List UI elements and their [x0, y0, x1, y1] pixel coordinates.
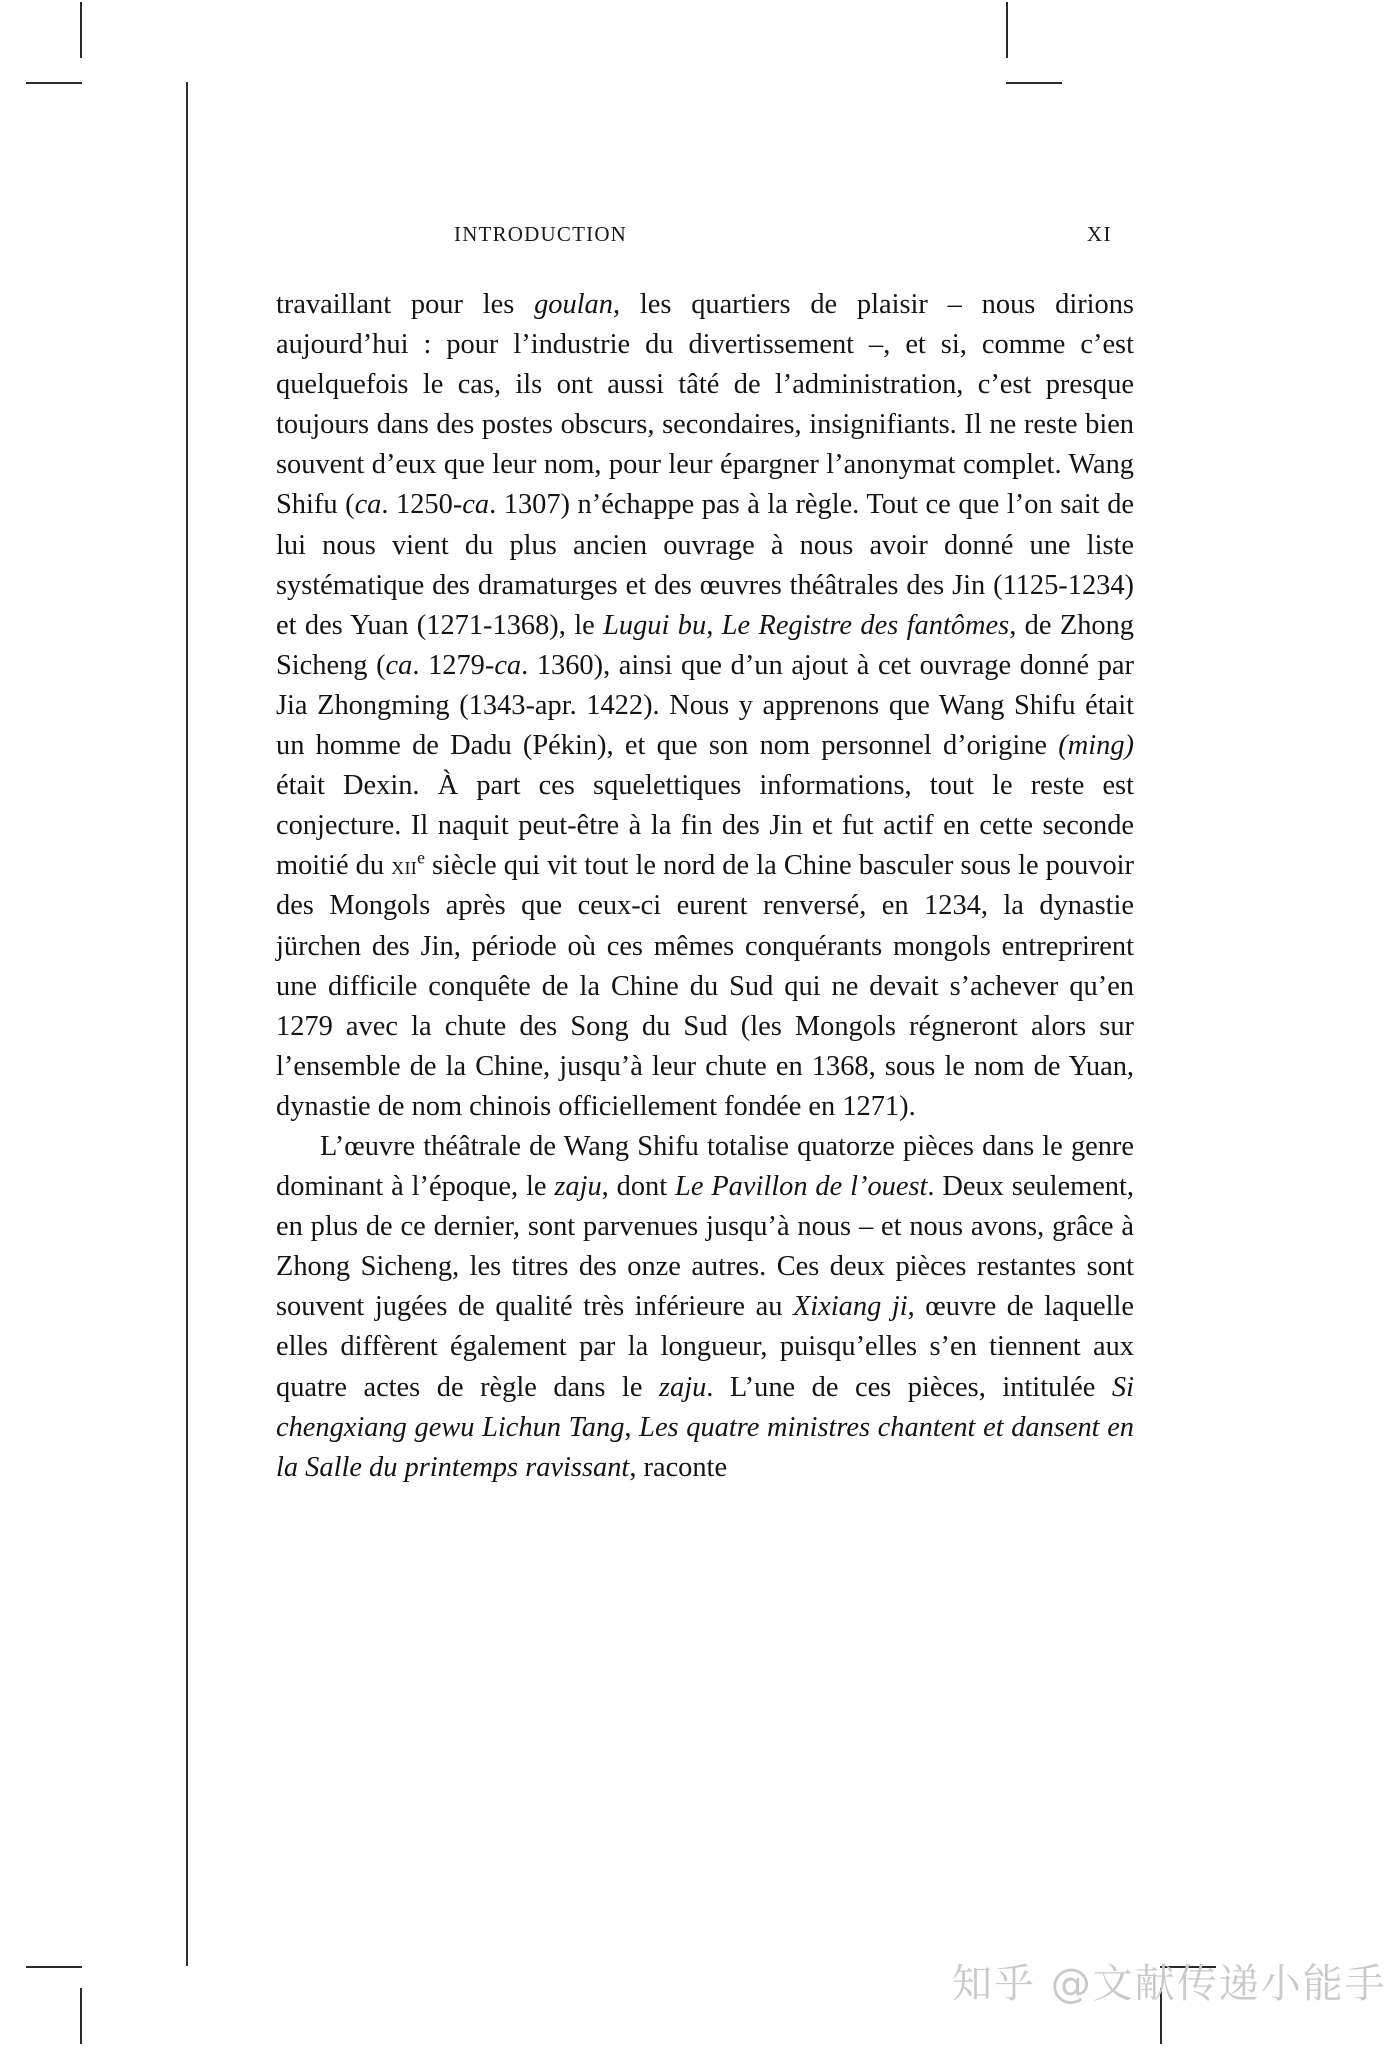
crop-mark-top-left-horizontal	[26, 82, 82, 84]
italic-run: Si chengxiang gewu Lichun Tang	[276, 1371, 1135, 1443]
text-run: ,	[706, 609, 722, 641]
italic-run: zaju	[658, 1371, 707, 1403]
text-run: . 1279-	[412, 649, 495, 681]
text-run: travaillant pour les	[276, 289, 535, 320]
text-run: ,	[624, 1411, 640, 1443]
text-run: . 1250-	[381, 489, 463, 521]
italic-run: ca	[462, 489, 490, 521]
text-run: , de Zhong Sicheng (	[276, 609, 1134, 681]
crop-mark-top-right-vertical	[1006, 2, 1008, 58]
watermark: 知乎 @文献传递小能手	[952, 1961, 1387, 2007]
italic-run: Lugui bu	[603, 609, 707, 641]
body-text-block	[276, 285, 1134, 1488]
italic-run: Xixiang ji	[792, 1291, 908, 1323]
italic-run: ca	[494, 649, 522, 681]
crop-mark-bottom-left-vertical	[80, 1988, 82, 2044]
text-run: , les quartiers de plaisir – nous dirions aujourd’hui : pour l’industrie du divertissement –, et si, comme c’est quelquefois le cas, ils ont aussi tâté de l’administration, c’est presque toujours dans des postes obscurs, secondaires, insignifiants. Il ne reste bien souvent d’eux que leur nom, pour leur épargner l’anonymat complet. Wang Shifu (	[276, 289, 1134, 521]
italic-run: zaju	[554, 1171, 602, 1203]
text-run: , dont	[601, 1171, 676, 1203]
italic-run: ca	[385, 649, 413, 681]
text-run: , raconte	[629, 1451, 728, 1483]
italic-run: goulan	[534, 289, 613, 320]
text-run: siècle qui vit tout le nord de la Chine basculer sous le pouvoir des Mongols après que ceux-ci eurent renversé, en 1234, la dynastie jürchen des Jin, période où ces mêmes conquérants mongols entreprirent une difficile conquête de la Chine du Sud qui ne devait s’achever qu’en 1279 avec la chute des Song du Sud (les Mongols régneront alors sur l’ensemble de la Chine, jusqu’à leur chute en 1368, sous le nom de Yuan, dynastie de nom chinois officiellement fondée en 1271).	[276, 850, 1134, 1122]
text-run: était Dexin. À part ces squelettiques informations, tout le reste est conjecture. Il naquit peut-être à la fin des Jin et fut actif en cette seconde moitié du	[276, 770, 1134, 882]
text-run: , œuvre de laquelle elles diffèrent également par la longueur, puisqu’elles s’en tiennent aux quatre actes de règle dans le	[276, 1291, 1134, 1403]
crop-mark-top-left-vertical	[80, 2, 82, 58]
italic-run: Le Registre des fantômes	[721, 609, 1010, 641]
italic-run: Le Pavillon de l’ouest	[675, 1171, 928, 1203]
crop-mark-bottom-left-horizontal	[26, 1966, 82, 1968]
running-head	[276, 222, 1132, 247]
text-run: . 1360), ainsi que d’un ajout à cet ouvrage donné par Jia Zhongming (1343-apr. 1422). Nous y apprenons que Wang Shifu était un homme de Dadu (Pékin), et que son nom personnel d’origine	[276, 649, 1134, 762]
small-caps-run: xii	[391, 851, 418, 881]
page-number: XI	[1086, 222, 1112, 246]
text-run: . Deux seulement, en plus de ce dernier, sont parvenues jusqu’à nous – et nous avons, grâce à Zhong Sicheng, les titres des onze autres. Ces deux pièces restantes sont souvent jugées de qualité très inférieure au	[276, 1171, 1134, 1323]
italic-run: (ming)	[1058, 730, 1134, 762]
crop-mark-top-right-horizontal	[1006, 82, 1062, 84]
text-run: L’œuvre théâtrale de Wang Shifu totalise quatorze pièces dans le genre dominant à l’époque, le	[276, 1130, 1134, 1203]
running-head-title: INTRODUCTION	[454, 222, 628, 246]
superscript-run: e	[417, 847, 425, 868]
italic-run: ca	[354, 489, 382, 521]
text-run: . L’une de ces pièces, intitulée	[706, 1371, 1112, 1403]
page-edge-rule	[186, 82, 188, 1966]
paragraph	[276, 1127, 1134, 1488]
paragraph	[276, 285, 1134, 1127]
text-run: . 1307) n’échappe pas à la règle. Tout ce que l’on sait de lui nous vient du plus ancien ouvrage à nous avoir donné une liste systématique des dramaturges et des œuvres théâtrales des Jin (1125-1234) et des Yuan (1271-1368), le	[276, 489, 1135, 641]
italic-run: Les quatre ministres chantent et dansent en la Salle du printemps ravissant	[276, 1411, 1135, 1483]
